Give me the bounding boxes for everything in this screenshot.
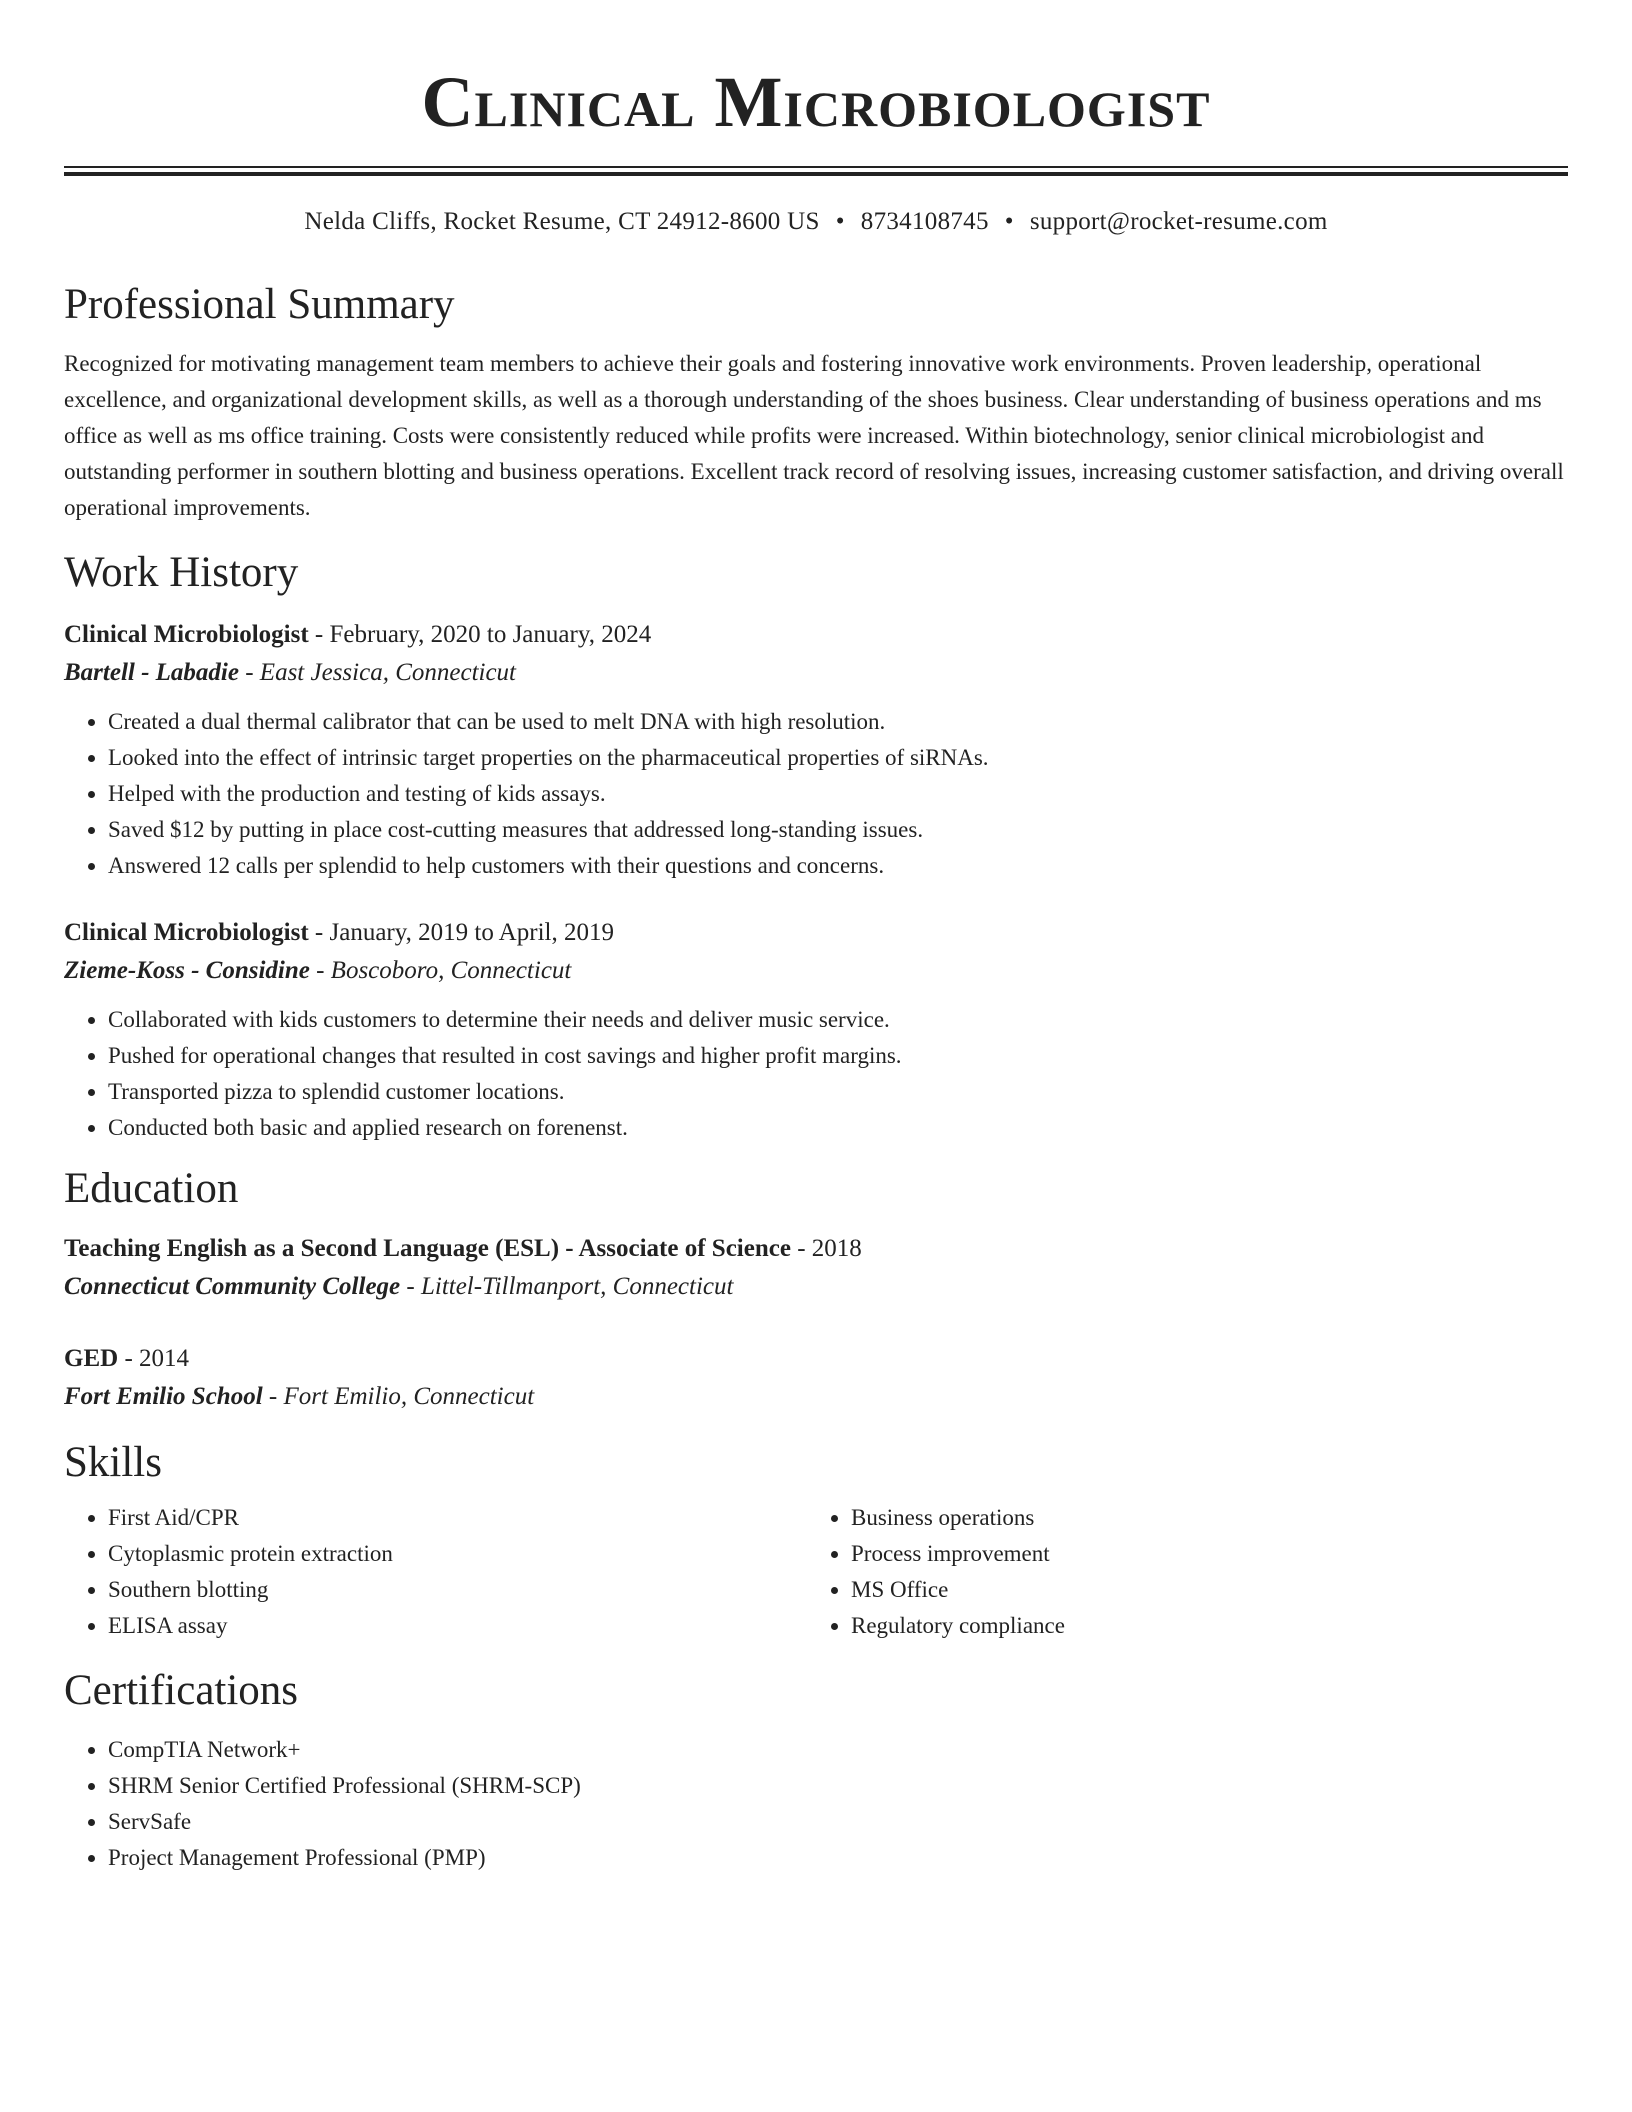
job-title-line [64,616,1568,654]
degree-year: - 2018 [790,1235,862,1262]
skills-list [807,1500,1550,1644]
skills-section [64,1436,1568,1644]
contact-separator: • [835,208,845,235]
job-entry [64,616,1568,884]
degree-name: Teaching English as a Second Language (ESL) - Associate of Science [64,1235,791,1262]
list-item: • Created a dual thermal calibrator that can be used to melt DNA with high resolution. [108,704,1568,740]
contact-email: support@rocket-resume.com [1029,208,1328,235]
job-dates: - January, 2019 to April, 2019 [308,919,614,946]
list-item: • Transported pizza to splendid customer locations. [108,1074,1568,1110]
employer-location: - East Jessica, Connecticut [238,659,516,686]
contact-phone: 8734108745 [860,208,989,235]
certification-item: • ServSafe [108,1804,1568,1840]
list-item: • Saved $12 by putting in place cost-cutting measures that addressed long-standing issues. [108,812,1568,848]
work-history-section [64,546,1568,1146]
degree-name: GED [64,1345,119,1372]
contact-line [64,206,1568,238]
job-title: Clinical Microbiologist [64,919,309,946]
school-line [64,1378,1568,1416]
resume-title: Clinical Microbiologist [421,62,1211,142]
job-dates: - February, 2020 to January, 2024 [308,621,652,648]
degree-line [64,1230,1568,1268]
skill-item: • First Aid/CPR [108,1500,807,1536]
certifications-section [64,1664,1568,1876]
work-history-heading: Work History [64,549,299,596]
education-section [64,1162,1568,1416]
certification-item: • SHRM Senior Certified Professional (SHRM-SCP) [108,1768,1568,1804]
summary-text: Recognized for motivating management team members to achieve their goals and fostering innovative work environments. Proven leadership, operational excellence, and organizational development skills, as well as a thorough understanding of the shoes business. Clear understanding of business operations and ms office as well as ms office training. Costs were consistently reduced while profits were increased. Within biotechnology, senior clinical microbiologist and outstanding performer in southern blotting and business operations. Excellent track record of resolving issues, increasing customer satisfaction, and driving overall operational improvements. [64,351,1564,520]
contact-address: Nelda Cliffs, Rocket Resume, CT 24912-8600 US [304,208,820,235]
contact-separator: • [1004,208,1014,235]
list-item: • Conducted both basic and applied research on forenenst. [108,1110,1568,1146]
list-item: • Helped with the production and testing of kids assays. [108,776,1568,812]
employer-line [64,654,1568,692]
skills-column-left [64,1500,807,1644]
certifications-heading: Certifications [64,1667,299,1714]
skills-columns [64,1500,1568,1644]
skills-heading: Skills [64,1439,162,1486]
list-item: • Answered 12 calls per splendid to help customers with their questions and concerns. [108,848,1568,884]
degree-line [64,1340,1568,1378]
skill-item: • MS Office [851,1572,1550,1608]
job-bullets [64,704,1568,884]
list-item: • Looked into the effect of intrinsic target properties on the pharmaceutical properties of siRNAs. [108,740,1568,776]
certifications-list [64,1732,1568,1876]
school-line [64,1268,1568,1306]
skill-item: • ELISA assay [108,1608,807,1644]
skills-list [64,1500,807,1644]
certification-item: • CompTIA Network+ [108,1732,1568,1768]
employer-name: Zieme-Koss - Considine [64,957,310,984]
skill-item: • Process improvement [851,1536,1550,1572]
school-name: Connecticut Community College [64,1273,401,1300]
job-title-line [64,914,1568,952]
employer-name: Bartell - Labadie [64,659,239,686]
job-bullets [64,1002,1568,1146]
certification-item: • Project Management Professional (PMP) [108,1840,1568,1876]
job-entry [64,914,1568,1146]
list-item: • Pushed for operational changes that resulted in cost savings and higher profit margins. [108,1038,1568,1074]
employer-line [64,952,1568,990]
education-entry [64,1230,1568,1306]
skill-item: • Cytoplasmic protein extraction [108,1536,807,1572]
education-entry [64,1340,1568,1416]
skill-item: • Business operations [851,1500,1550,1536]
job-title: Clinical Microbiologist [64,621,309,648]
school-location: - Fort Emilio, Connecticut [262,1383,535,1410]
skills-column-right [807,1500,1550,1644]
summary-heading: Professional Summary [64,281,455,328]
title-double-rule [64,166,1568,176]
skill-item: • Southern blotting [108,1572,807,1608]
education-heading: Education [64,1165,239,1212]
summary-section [64,278,1568,526]
list-item: • Collaborated with kids customers to determine their needs and deliver music service. [108,1002,1568,1038]
employer-location: - Boscoboro, Connecticut [309,957,572,984]
school-location: - Littel-Tillmanport, Connecticut [400,1273,734,1300]
degree-year: - 2014 [118,1345,190,1372]
skill-item: • Regulatory compliance [851,1608,1550,1644]
school-name: Fort Emilio School [64,1383,263,1410]
